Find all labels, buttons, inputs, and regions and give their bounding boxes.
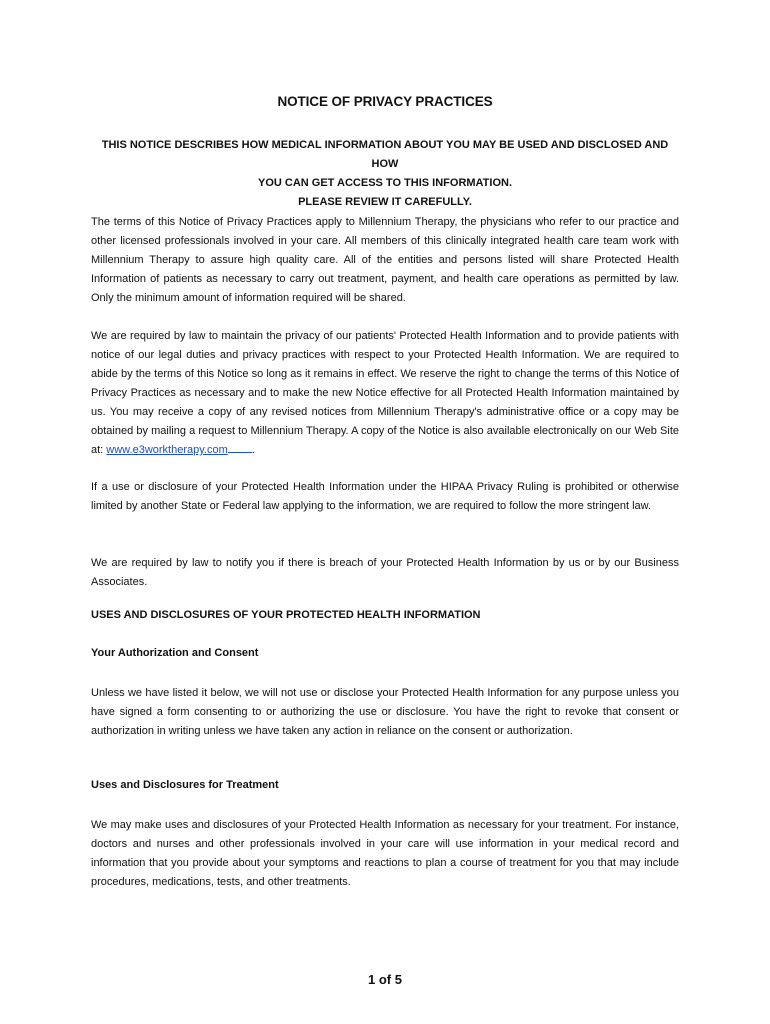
paragraph-privacy-duties-text: We are required by law to maintain the privacy of our patients' Protected Health Information and to provide patients with notice of our legal duties and privacy practices with respect to your Protected Health Information. We are required to abide by the terms of this Notice so long as it remains in effect. We reserve the right to change the terms of this Notice of Privacy Practices as necessary and to make the new Notice effective for all Protected Health Information maintained by us. You may receive a copy of any revised notices from Millennium Therapy's administrative office or a copy may be obtained by mailing a request to Millennium Therapy. A copy of the Notice is also available electronically on our Web Site at:	[91, 330, 679, 456]
paragraph-end-period: .	[251, 444, 255, 456]
heading-authorization: Your Authorization and Consent	[91, 647, 259, 659]
paragraph-treatment: We may make uses and disclosures of your Protected Health Information as necessary for your treatment. For instance, doctors and nurses and other professionals involved in your care will use information in your medical record and information that you provide about your symptoms and reactions to plan a course of treatment for you that may include procedures, medications, tests, and other treatments.	[91, 819, 679, 888]
website-link[interactable]: www.e3worktherapy.com	[106, 444, 228, 456]
page-number: 1 of 5	[368, 972, 402, 987]
link-underline	[228, 442, 252, 453]
heading-treatment: Uses and Disclosures for Treatment	[91, 779, 279, 791]
notice-subtitle	[91, 136, 679, 212]
paragraph-authorization: Unless we have listed it below, we will not use or disclose your Protected Health Information for any purpose unless you have signed a form consenting to or authorizing the use or disclosure. You have the right to revoke that consent or authorization in writing unless we have taken any action in reliance on the consent or authorization.	[91, 687, 679, 737]
paragraph-hipaa: If a use or disclosure of your Protected Health Information under the HIPAA Privacy Ruling is prohibited or otherwise limited by another State or Federal law applying to the information, we are required to follow the more stringent law.	[91, 481, 679, 512]
subtitle-line-3: PLEASE REVIEW IT CAREFULLY.	[298, 196, 472, 208]
subtitle-line-1: THIS NOTICE DESCRIBES HOW MEDICAL INFORMATION ABOUT YOU MAY BE USED AND DISCLOSED AND HOW	[101, 139, 669, 170]
paragraph-terms: The terms of this Notice of Privacy Practices apply to Millennium Therapy, the physicians who refer to our practice and other licensed professionals involved in your care. All members of this clinically integrated health care team work with Millennium Therapy to assure high quality care. All of the entities and persons listed will share Protected Health Information of patients as necessary to carry out treatment, payment, and health care operations as permitted by law. Only the minimum amount of information required will be shared.	[91, 216, 679, 304]
subtitle-line-2: YOU CAN GET ACCESS TO THIS INFORMATION.	[257, 177, 513, 189]
page-title: NOTICE OF PRIVACY PRACTICES	[277, 94, 493, 109]
heading-uses-disclosures: USES AND DISCLOSURES OF YOUR PROTECTED HEALTH INFORMATION	[91, 609, 481, 621]
paragraph-privacy-duties	[91, 327, 679, 460]
paragraph-breach: We are required by law to notify you if there is breach of your Protected Health Information by us or by our Business Associates.	[91, 557, 679, 588]
